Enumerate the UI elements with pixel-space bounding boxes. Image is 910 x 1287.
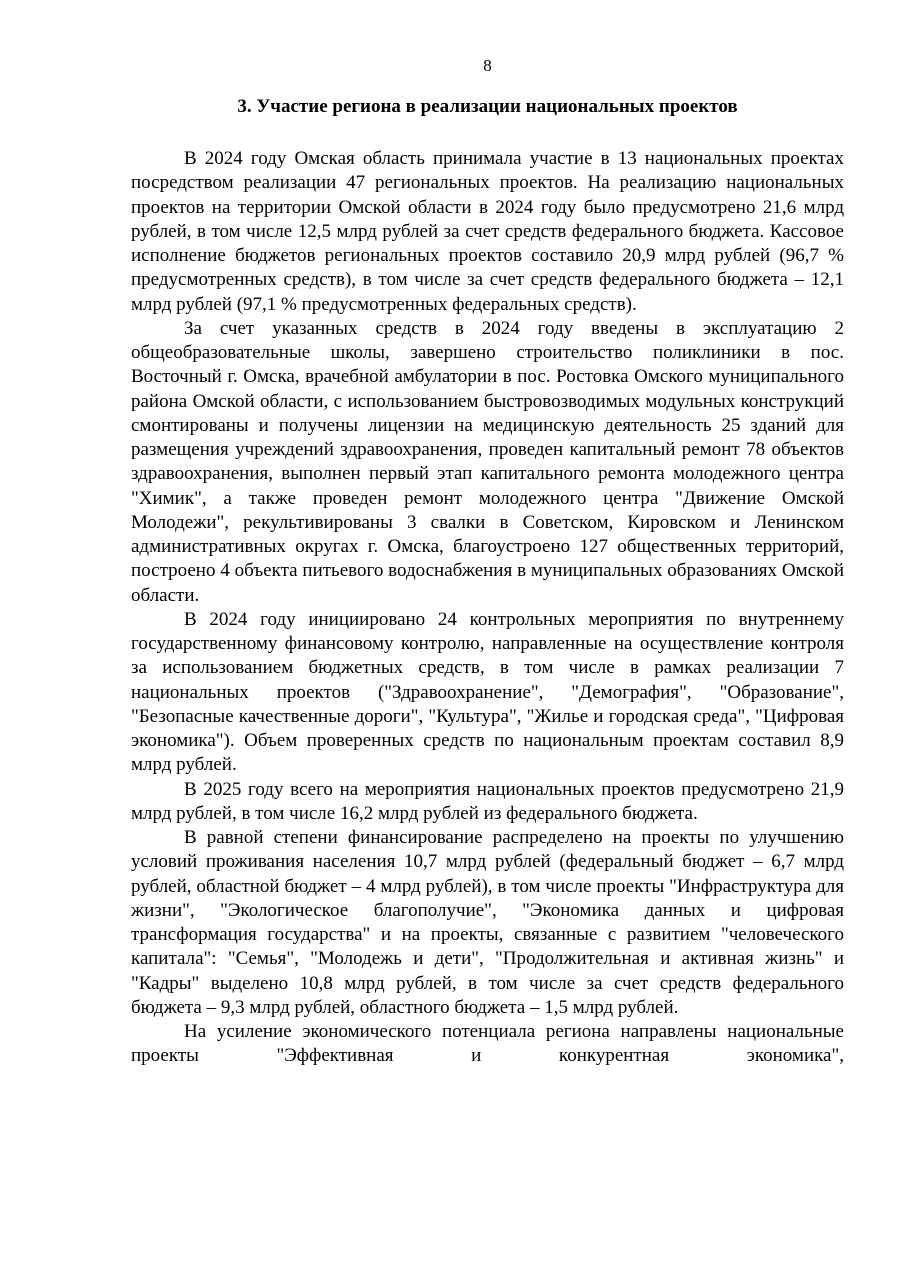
section-title: 3. Участие региона в реализации национальных проектов <box>237 96 738 117</box>
paragraph-economic-potential: На усиление экономического потенциала региона направлены национальные проекты "Эффективная и конкурентная экономика", <box>131 1021 844 1067</box>
paragraph-financial-control: В 2024 году инициировано 24 контрольных мероприятия по внутреннему государственному финансовому контролю, направленные на осуществление контроля за использованием бюджетных средств, в том числе в рамках реализации 7 национальных проектов ("Здравоохранение", "Демография", "Образование", "Безопасные качественные дороги", "Культура", "Жилье и городская среда", "Цифровая экономика"). Объем проверенных средств по национальным проектам составил 8,9 млрд рублей. <box>131 608 844 776</box>
body-text <box>131 147 844 1069</box>
paragraph-funding-distribution: В равной степени финансирование распределено на проекты по улучшению условий проживания населения 10,7 млрд рублей (федеральный бюджет – 6,7 млрд рублей, областной бюджет – 4 млрд рублей), в том числе проекты "Инфраструктура для жизни", "Экологическое благополучие", "Экономика данных и цифровая трансформация государства" и на проекты, связанные с развитием "человеческого капитала": "Семья", "Молодежь и дети", "Продолжительная и активная жизнь" и "Кадры" выделено 10,8 млрд рублей, в том числе за счет средств федерального бюджета – 9,3 млрд рублей, областного бюджета – 1,5 млрд рублей. <box>131 827 844 1018</box>
paragraph-2025-funding: В 2025 году всего на мероприятия национальных проектов предусмотрено 21,9 млрд рублей, в том числе 16,2 млрд рублей из федерального бюджета. <box>131 778 844 824</box>
page-number: 8 <box>483 56 492 75</box>
paragraph-results: За счет указанных средств в 2024 году введены в эксплуатацию 2 общеобразовательные школы, завершено строительство поликлиники в пос. Восточный г. Омска, врачебной амбулатории в пос. Ростовка Омского муниципального района Омской области, с использованием быстровозводимых модульных конструкций смонтированы и получены лицензии на медицинскую деятельность 25 зданий для размещения учреждений здравоохранения, проведен капитальный ремонт 78 объектов здравоохранения, выполнен первый этап капитального ремонта молодежного центра "Химик", а также проведен ремонт молодежного центра "Движение Омской Молодежи", рекультивированы 3 свалки в Советском, Кировском и Ленинском административных округах г. Омска, благоустроено 127 общественных территорий, построено 4 объекта питьевого водоснабжения в муниципальных образованиях Омской области. <box>131 317 844 606</box>
paragraph-participation: В 2024 году Омская область принимала участие в 13 национальных проектах посредством реализации 47 региональных проектов. На реализацию национальных проектов на территории Омской области в 2024 году было предусмотрено 21,6 млрд рублей, в том числе 12,5 млрд рублей за счет средств федерального бюджета. Кассовое исполнение бюджетов региональных проектов составило 20,9 млрд рублей (96,7 % предусмотренных средств), в том числе за счет средств федерального бюджета – 12,1 млрд рублей (97,1 % предусмотренных федеральных средств). <box>131 148 844 315</box>
